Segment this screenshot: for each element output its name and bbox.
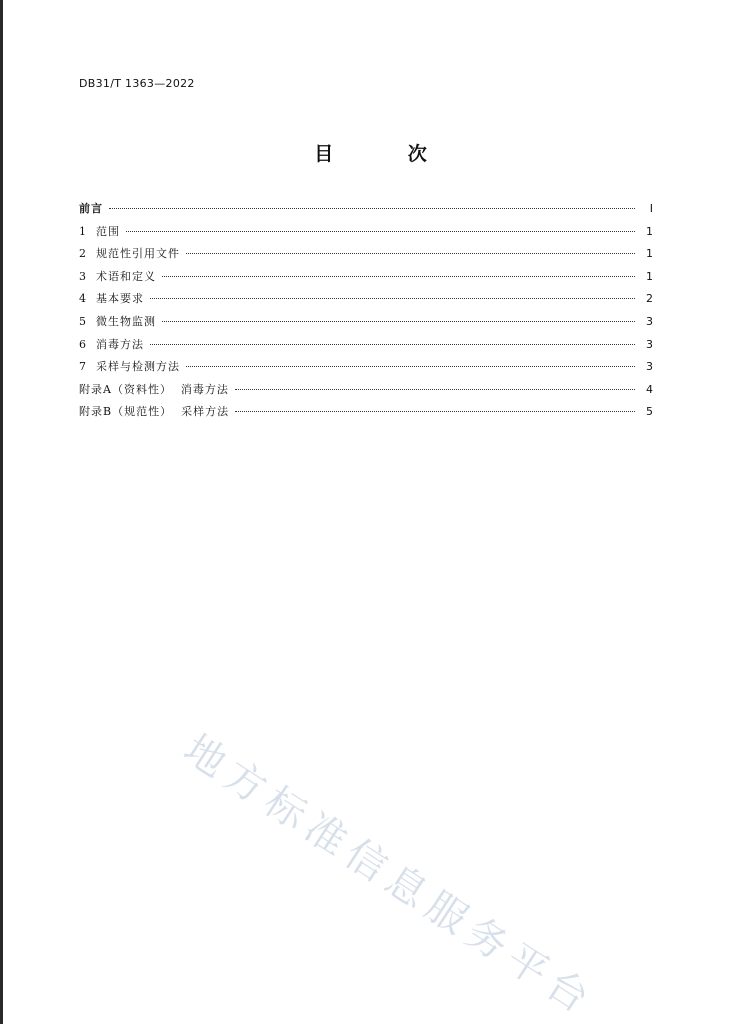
toc-entry-page: 3	[646, 314, 653, 328]
toc-leader-dots	[150, 344, 635, 345]
toc-entry-label: 附录B（规范性） 采样方法	[79, 405, 230, 419]
toc-entry[interactable]	[79, 358, 653, 381]
toc-entry-label: 2 规范性引用文件	[79, 247, 180, 261]
toc-entry-page: 3	[646, 360, 653, 374]
toc-entry-page: 1	[646, 247, 653, 261]
toc-entry-label: 6 消毒方法	[79, 337, 144, 351]
toc-entry[interactable]	[79, 381, 653, 404]
toc-entry[interactable]	[79, 245, 653, 268]
toc-entry-page: 5	[646, 405, 653, 419]
toc-entry-page: 1	[646, 269, 653, 283]
toc-leader-dots	[126, 231, 635, 232]
toc-entry[interactable]	[79, 223, 653, 246]
toc-leader-dots	[235, 411, 635, 412]
toc-entry[interactable]	[79, 268, 653, 291]
table-of-contents	[79, 200, 653, 426]
page-title: 目 次	[314, 143, 461, 165]
toc-entry-label: 5 微生物监测	[79, 314, 156, 328]
toc-entry-label: 1 范围	[79, 224, 120, 238]
toc-entry[interactable]	[79, 290, 653, 313]
toc-entry-label: 7 采样与检测方法	[79, 360, 180, 374]
toc-leader-dots	[162, 321, 635, 322]
toc-entry[interactable]	[79, 313, 653, 336]
toc-entry[interactable]	[79, 403, 653, 426]
toc-entry-page: 4	[646, 382, 653, 396]
toc-entry-label: 前言	[79, 202, 103, 215]
toc-leader-dots	[150, 298, 635, 299]
toc-leader-dots	[186, 366, 635, 367]
toc-leader-dots	[235, 389, 635, 390]
toc-leader-dots	[186, 253, 635, 254]
document-number: DB31/T 1363—2022	[79, 77, 195, 90]
watermark: 地方标准信息服务平台	[175, 726, 604, 1027]
toc-leader-dots	[109, 208, 635, 209]
toc-entry-page: 1	[646, 224, 653, 238]
toc-entry[interactable]	[79, 200, 653, 223]
toc-entry[interactable]	[79, 336, 653, 359]
toc-entry-label: 附录A（资料性） 消毒方法	[79, 382, 229, 396]
toc-entry-page: 3	[646, 337, 653, 351]
toc-entry-page: I	[649, 202, 653, 215]
toc-entry-page: 2	[646, 292, 653, 306]
toc-entry-label: 4 基本要求	[79, 292, 144, 306]
toc-leader-dots	[162, 276, 635, 277]
toc-entry-label: 3 术语和定义	[79, 269, 156, 283]
